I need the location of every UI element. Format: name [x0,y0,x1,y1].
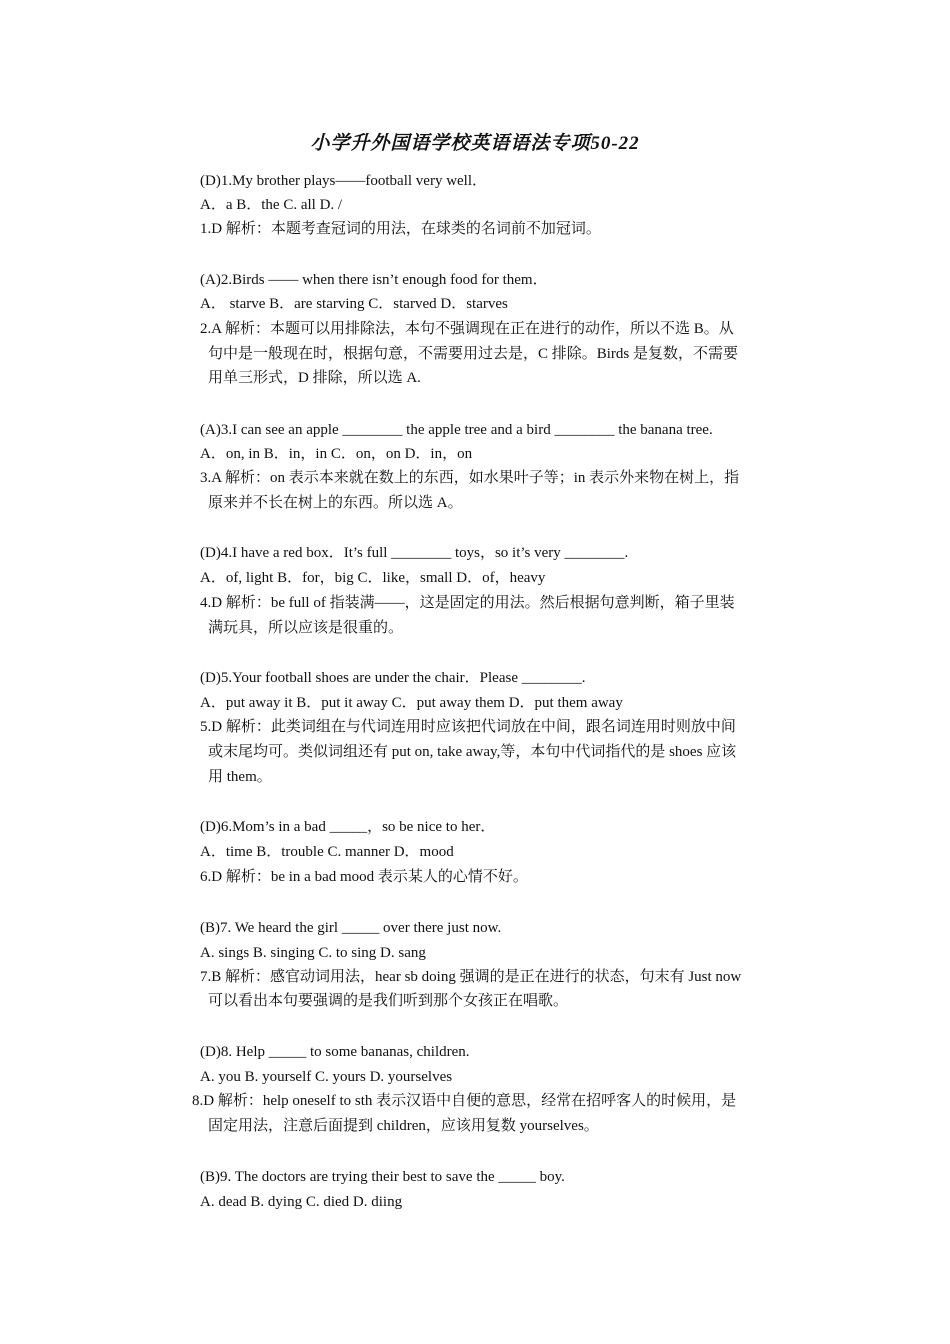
analysis-5-cont: 或末尾均可。类似词组还有 put on, take away,等，本句中代词指代的是 shoes 应该 [208,744,737,760]
options-1: A．a B．the C. all D. / [200,197,343,213]
question-5: (D)5.Your football shoes are under the chair．Please ________. [200,670,586,686]
options-3: A．on, in B．in，in C．on，on D．in，on [200,446,473,462]
analysis-4: 4.D 解析：be full of 指装满——，这是固定的用法。然后根据句意判断，箱子里装 [200,595,735,611]
analysis-4-cont: 满玩具，所以应该是很重的。 [208,620,404,636]
options-6: A．time B．trouble C. manner D．mood [200,844,454,860]
page-title: 小学升外国语学校英语语法专项50-22 [310,133,640,154]
analysis-2-cont: 用单三形式，D 排除，所以选 A. [208,370,421,386]
question-3: (A)3.I can see an apple ________ the apple tree and a bird ________ the banana tree. [200,422,713,438]
question-2: (A)2.Birds —— when there isn’t enough food for them． [200,272,548,288]
analysis-2-cont: 句中是一般现在时，根据句意，不需要用过去是，C 排除。Birds 是复数，不需要 [208,346,739,362]
options-2: A． starve B．are starving C．starved D．starves [200,296,508,312]
analysis-3-cont: 原来并不长在树上的东西。所以选 A。 [208,495,463,511]
analysis-8-cont: 固定用法，注意后面提到 children，应该用复数 yourselves。 [208,1118,599,1134]
analysis-8: 8.D 解析：help oneself to sth 表示汉语中自便的意思，经常在招呼客人的时候用，是 [192,1093,737,1109]
analysis-2: 2.A 解析：本题可以用排除法，本句不强调现在正在进行的动作，所以不选 B。从 [200,321,734,337]
question-4: (D)4.I have a red box．It’s full ________ toys，so it’s very ________. [200,545,629,561]
analysis-7-cont: 可以看出本句要强调的是我们听到那个女孩正在唱歌。 [208,993,569,1009]
analysis-7: 7.B 解析：感官动词用法，hear sb doing 强调的是正在进行的状态，句末有 Just now [200,969,742,985]
analysis-5-cont: 用 them。 [208,769,272,785]
options-9: A. dead B. dying C. died D. diing [200,1194,403,1210]
question-6: (D)6.Mom’s in a bad _____，so be nice to her． [200,819,496,835]
question-8: (D)8. Help _____ to some bananas, children. [200,1044,470,1060]
question-1: (D)1.My brother plays——football very well． [200,173,488,189]
analysis-5: 5.D 解析：此类词组在与代词连用时应该把代词放在中间，跟名词连用时则放中间 [200,719,736,735]
options-8: A. you B. yourself C. yours D. yourselves [200,1069,453,1085]
analysis-6: 6.D 解析：be in a bad mood 表示某人的心情不好。 [200,869,528,885]
question-7: (B)7. We heard the girl _____ over there just now. [200,920,502,936]
options-4: A．of, light B．for，big C．like，small D．of，heavy [200,570,546,586]
options-7: A. sings B. singing C. to sing D. sang [200,945,426,961]
question-9: (B)9. The doctors are trying their best to save the _____ boy. [200,1169,565,1185]
options-5: A．put away it B．put it away C．put away them D．put them away [200,695,623,711]
analysis-1: 1.D 解析：本题考查冠词的用法，在球类的名词前不加冠词。 [200,221,601,237]
analysis-3: 3.A 解析：on 表示本来就在数上的东西，如水果叶子等；in 表示外来物在树上，指 [200,470,740,486]
